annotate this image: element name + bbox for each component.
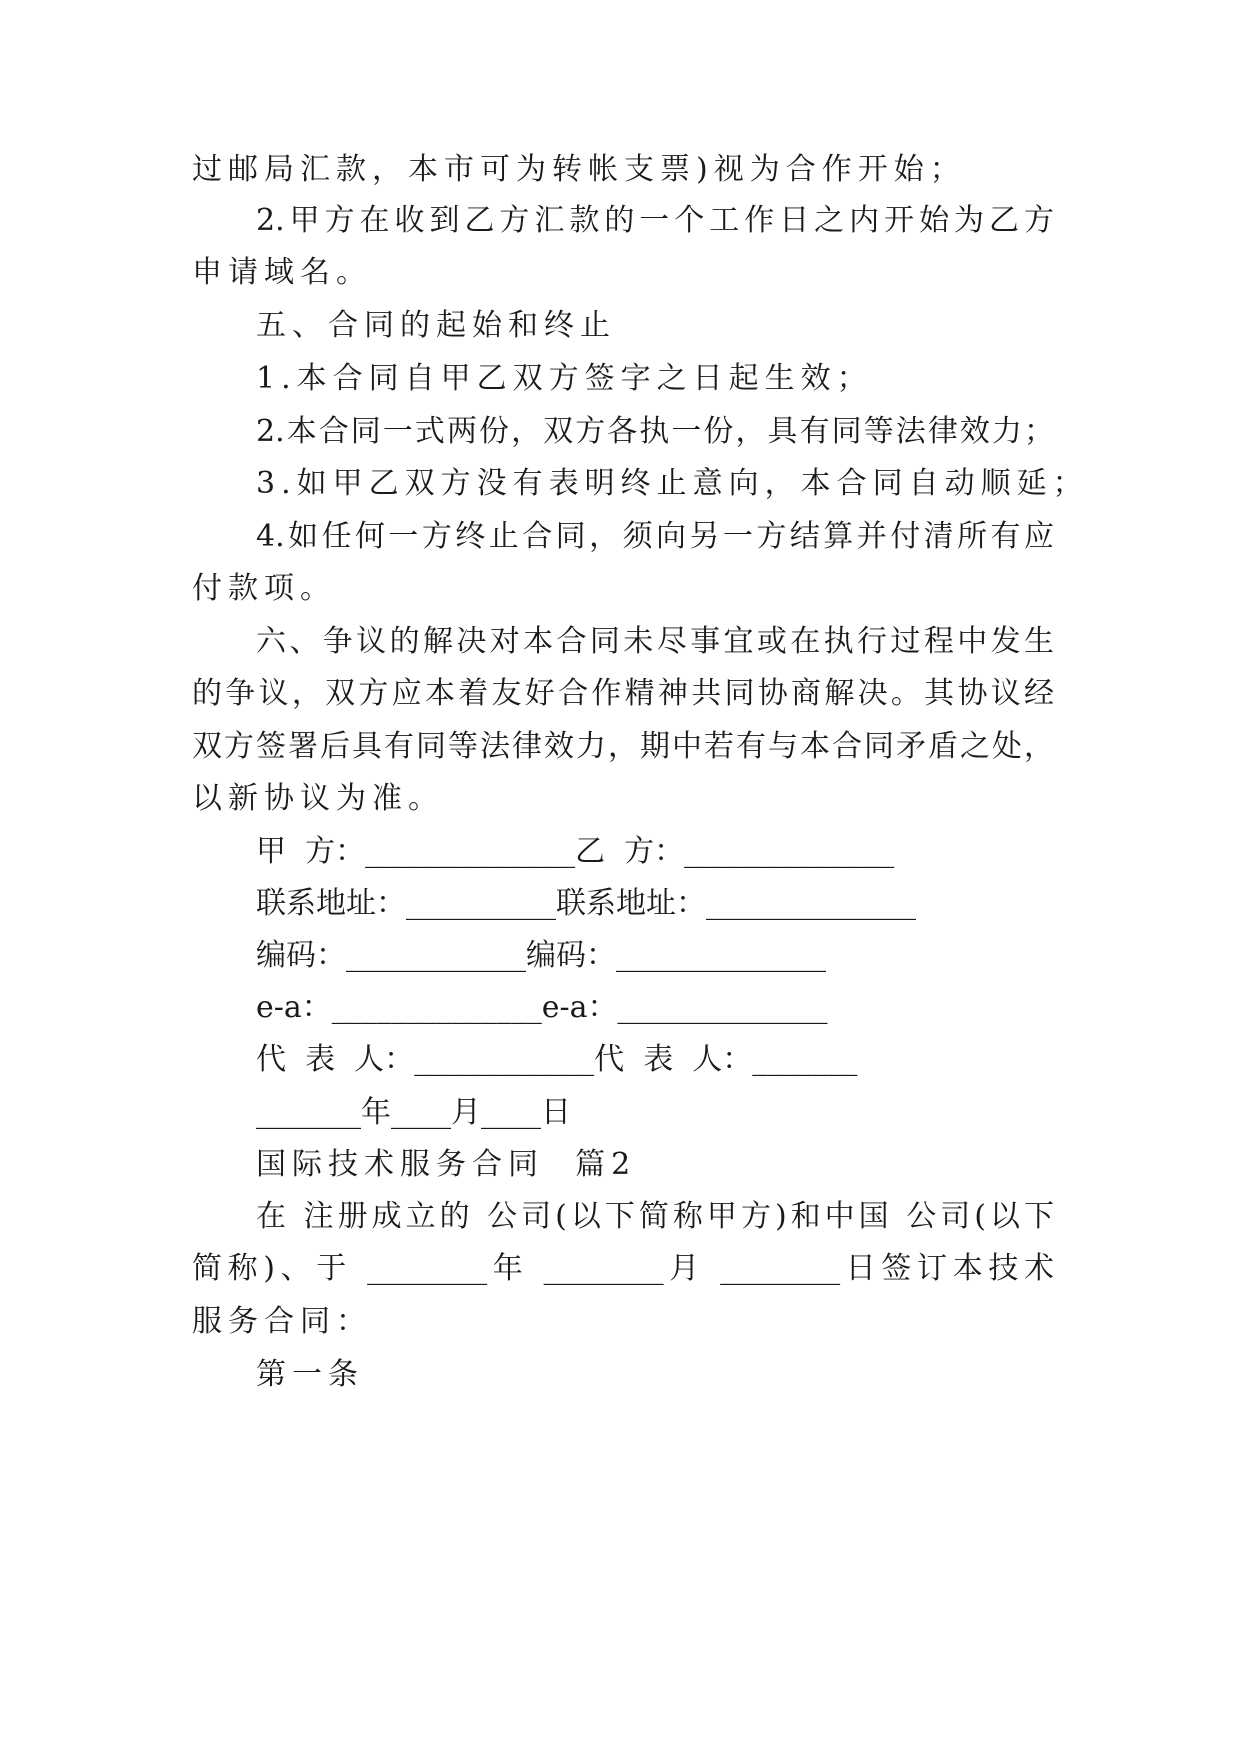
signature-row-address: 联系地址：__________联系地址：______________	[256, 886, 916, 921]
paragraph-line: 服务合同：	[192, 1304, 372, 1339]
section-heading: 六、争议的解决对本合同未尽事宜或在执行过程中发生	[256, 624, 1054, 659]
paragraph-line: 以新协议为准。	[192, 781, 444, 816]
signature-row-representative: 代 表 人：____________代 表 人：_______	[256, 1042, 858, 1077]
section-heading: 五、合同的起始和终止	[256, 308, 616, 343]
paragraph-line: 的争议，双方应本着友好合作精神共同协商解决。其协议经	[192, 676, 1054, 711]
paragraph-line: 2.本合同一式两份，双方各执一份，具有同等法律效力；	[256, 414, 1054, 449]
signature-row-email: e-a：______________e-a：______________	[256, 990, 828, 1025]
signature-row-code: 编码：____________编码：______________	[256, 938, 826, 973]
section-title: 国际技术服务合同 篇2	[256, 1147, 637, 1182]
paragraph-line: 简称)、于 ________年 ________月 ________日签订本技术	[192, 1251, 1054, 1286]
article-heading: 第一条	[256, 1357, 364, 1392]
paragraph-line: 4.如任何一方终止合同，须向另一方结算并付清所有应	[256, 519, 1054, 554]
paragraph-line: 3.如甲乙双方没有表明终止意向，本合同自动顺延；	[256, 466, 1089, 501]
paragraph-line: 付款项。	[192, 571, 336, 606]
paragraph-line: 申请域名。	[192, 255, 372, 290]
paragraph-line: 过邮局汇款，本市可为转帐支票)视为合作开始；	[192, 152, 966, 187]
signature-row-party: 甲 方：______________乙 方：______________	[256, 834, 895, 869]
signature-date: _______年____月____日	[256, 1095, 571, 1130]
paragraph-line: 在 注册成立的 公司(以下简称甲方)和中国 公司(以下	[256, 1199, 1054, 1234]
paragraph-line: 2.甲方在收到乙方汇款的一个工作日之内开始为乙方	[256, 203, 1054, 238]
paragraph-line: 1.本合同自甲乙双方签字之日起生效；	[256, 361, 873, 396]
paragraph-line: 双方签署后具有同等法律效力，期中若有与本合同矛盾之处，	[192, 729, 1054, 764]
